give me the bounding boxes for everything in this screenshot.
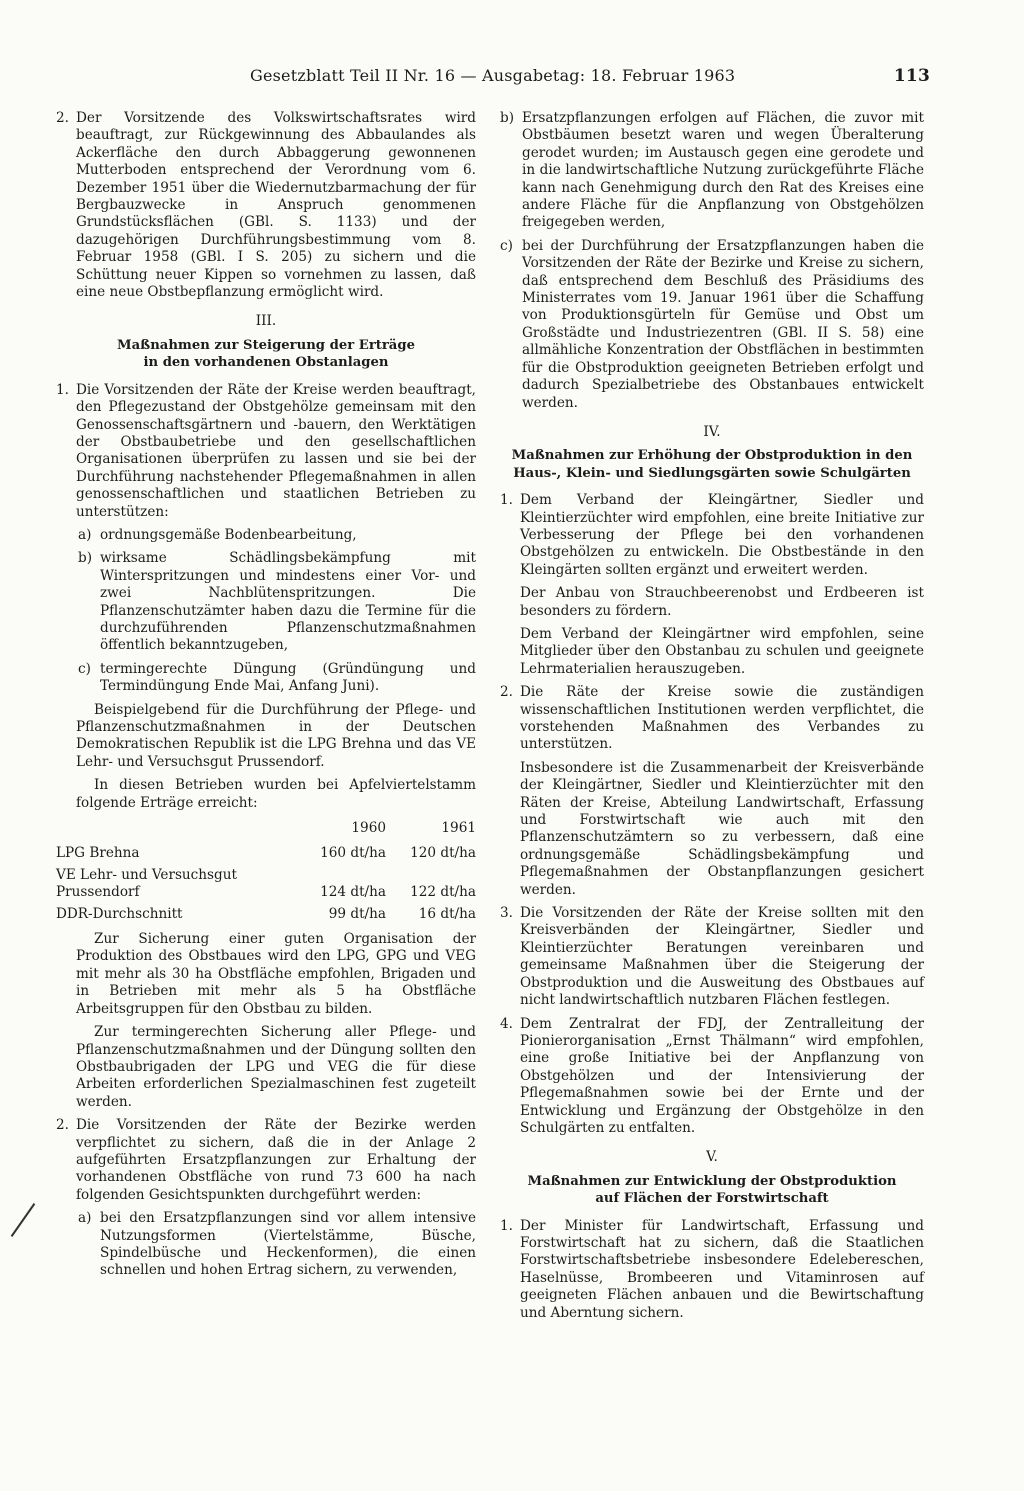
item-number: 2. [56, 1117, 69, 1134]
item-number: 2. [56, 110, 69, 126]
section-heading: Maßnahmen zur Erhöhung der Obstproduktion in den Haus-, Klein- und Siedlungsgärten sowie Schulgärten [511, 448, 913, 481]
section-number: IV. [703, 423, 721, 440]
table-row: DDR-Durchschnitt 99 dt/ha 16 dt/ha [56, 905, 476, 922]
section-heading: Maßnahmen zur Steigerung der Erträge in den vorhandenen Obstanlagen [117, 337, 415, 371]
section-heading: Maßnahmen zur Entwicklung der Obstproduktion auf Flächen der Forstwirtschaft [527, 1173, 897, 1207]
table-header-row [56, 818, 476, 843]
header-title: Gesetzblatt Teil II Nr. 16 — Ausgabetag: 18. Februar 1963 [250, 66, 736, 85]
section-number: V. [706, 1149, 718, 1166]
margin-mark [11, 1203, 36, 1237]
paragraph: Beispielgebend für die Durchführung der Pflege- und Pflanzenschutzmaßnahmen in der Deutschen Demokratischen Republik ist die LPG Brehna und das VE Lehr- und Versuchsgut Prussendorf. [76, 701, 476, 770]
page-header [250, 66, 930, 90]
subitem-a: a) ordnungsgemäße Bodenbearbeitung, [78, 526, 357, 543]
section-number: III. [255, 313, 277, 330]
section4-item-4: 4. Dem Zentralrat der FDJ, der Zentralleitung der Pionierorganisation „Ernst Thälmann“ wird empfohlen, eine große Initiative bei der Anpflanzung von Obstgehölzen und der Intensivierung der Pflegemaßnahmen sowie bei der Ernte und der Entwicklung und Ergänzung der Obstgehölze in den Schulgärten zu entfalten. [500, 1015, 924, 1136]
subitem-a: a) bei den Ersatzpflanzungen sind vor allem intensive Nutzungsformen (Viertelstämme, Büsche, Spindelbüsche und Heckenformen), die einen schnellen und hohen Ertrag sichern, zu verwenden, [78, 1210, 476, 1279]
subitem-c: c) termingerechte Düngung (Gründüngung und Termindüngung Ende Mai, Anfang Juni). [78, 660, 476, 695]
paragraph: In diesen Betrieben wurden bei Apfelviertelstamm folgende Erträge erreicht: [76, 777, 476, 811]
paragraph: Dem Verband der Kleingärtner wird empfohlen, seine Mitglieder über den Obstanbau zu schulen und geeignete Lehrmaterialien herauszugeben. [520, 625, 924, 677]
left-column [56, 110, 476, 1286]
table-row: VE Lehr- und Versuchsgut Prussendorf 124 dt/ha 122 dt/ha [56, 866, 476, 901]
section2-item-2 [56, 110, 476, 301]
section4-item-3: 3. Die Vorsitzenden der Räte der Kreise sollten mit den Kreisverbänden der Kleingärtner, Siedler und Kleintierzüchter Beratungen vereinbaren und gemeinsame Maßnahmen über die Steigerung der Obstproduktion und die Ausweitung des Obstbaues auf nicht landwirtschaftlich nutzbaren Flächen festlegen. [500, 905, 924, 1009]
item-text: Der Vorsitzende des Volkswirtschaftsrates wird beauftragt, zur Rückgewinnung des Abbaulandes als Ackerfläche den durch Abbaggerung gewonnenen Mutterboden entsprechend der Verordnung vom 6. Dezember 1951 über die Wiedernutzbarmachung der für Bergbauzwecke in Anspruch genommenen Grundstücksflächen (GBl. S. 1133) und der dazugehörigen Durchführungsbestimmung vom 8. Februar 1958 (GBl. I S. 205) zu sichern und die Schüttung neuer Kippen so vornehmen zu lassen, daß eine neue Obstbepflanzung ermöglicht wird. [76, 110, 476, 301]
page-number: 113 [893, 66, 930, 86]
paragraph: Der Anbau von Strauchbeerenobst und Erdbeeren ist besonders zu fördern. [520, 585, 924, 619]
paragraph: Zur termingerechten Sicherung aller Pflege- und Pflanzenschutzmaßnahmen und der Düngung sollten den Obstbaubrigaden der LPG und VEG die für diese Arbeiten erforderlichen Spezialmaschinen fest zugeteilt werden. [76, 1024, 476, 1110]
section4-item-2: 2. Die Räte der Kreise sowie die zuständigen wissenschaftlichen Institutionen werden verpflichtet, die vorstehenden Maßnahmen des Verbandes zu unterstützen. [500, 684, 924, 753]
subitem-b: b) wirksame Schädlingsbekämpfung mit Winterspritzungen und mindestens einer Vor- und zwei Nachblütenspritzungen. Die Pflanzenschutzämter haben dazu die Termine für die durchzuführenden Pflanzenschutzmaßnahmen öffentlich bekanntzugeben, [78, 550, 476, 654]
paragraph: Insbesondere ist die Zusammenarbeit der Kreisverbände der Kleingärtner, Siedler und Kleintierzüchter mit den Räten der Kreise, Abteilung Landwirtschaft, Erfassung und Forstwirtschaft wie auch mit den Pflanzenschutzämtern so zu verbessern, daß eine ordnungsgemäße Schädlingsbekämpfung und Pflegemaßnahmen der Obstanpflanzungen gesichert werden. [520, 759, 924, 898]
table-row: LPG Brehna 160 dt/ha 120 dt/ha [56, 845, 476, 862]
section4-item-1: 1. Dem Verband der Kleingärtner, Siedler und Kleintierzüchter wird empfohlen, eine breite Initiative zur Verbesserung der Pflege bei den vorhandenen Obstgehölzen zu entwickeln. Die Obstbestände in den Kleingärten sollten ergänzt und erweitert werden. [500, 492, 924, 578]
item-number: 1. [56, 381, 69, 398]
year-header: 1961 [441, 820, 476, 837]
item-text: Die Vorsitzenden der Räte der Bezirke werden verpflichtet zu sichern, daß die in der Anlage 2 aufgeführten Ersatzpflanzungen zur Erhaltung der vorhandenen Obstfläche von rund 73 600 ha nach folgenden Gesichtspunkten durchgeführt werden: [76, 1117, 476, 1203]
yield-table [56, 818, 476, 925]
item-text: Die Vorsitzenden der Räte der Kreise werden beauftragt, den Pflegezustand der Obstgehölze gemeinsam mit den Genossenschaftsgärtnern und -bauern, den Werktätigen der Obstbaubetriebe und den gesellschaftlichen Organisationen überprüfen zu lassen und sie bei der Durchführung nachstehender Pflegemaßnahmen in allen genossenschaftlichen und staatlichen Betrieben zu unterstützen: [76, 381, 476, 520]
year-header: 1960 [351, 820, 386, 837]
section3-item-2 [56, 1117, 476, 1204]
section3-item-1 [56, 382, 476, 521]
subitem-c: c) bei der Durchführung der Ersatzpflanzungen haben die Vorsitzenden der Räte der Bezirke und Kreise zu sichern, daß entsprechend dem Beschluß des Präsidiums des Ministerrates vom 19. Januar 1961 über die Schaffung von Produktionsgürteln für Gemüse und Obst um Großstädte und Industriezentren (GBl. II S. 58) eine allmähliche Konzentration der Obstflächen in bestimmten für die Obstproduktion geeigneten Betrieben erfolgt und dadurch Spezialbetriebe des Obstanbaues entwickelt werden. [500, 237, 924, 411]
subitem-b: b) Ersatzpflanzungen erfolgen auf Flächen, die zuvor mit Obstbäumen besetzt waren und wegen Überalterung gerodet wurden; im Austausch gegen eine gerodete und in die landwirtschaftliche Nutzung zurückgeführte Fläche kann nach Genehmigung durch den Rat des Kreises eine andere Fläche für die Anpflanzung von Obstgehölzen freigegeben werden, [500, 110, 924, 231]
paragraph: Zur Sicherung einer guten Organisation der Produktion des Obstbaues wird den LPG, GPG und VEG mit mehr als 30 ha Obstfläche empfohlen, Brigaden und in Betrieben mit mehr als 5 ha Obstfläche Arbeitsgruppen für den Obstbau zu bilden. [76, 931, 476, 1017]
right-column [500, 110, 924, 1328]
section5-item-1: 1. Der Minister für Landwirtschaft, Erfassung und Forstwirtschaft hat zu sichern, daß die Staatlichen Forstwirtschaftsbetriebe insbesondere Edelebereschen, Haselnüsse, Brombeeren und Vitaminrosen auf geeigneten Flächen anbauen und die Bewirtschaftung und Aberntung sichern. [500, 1217, 924, 1321]
